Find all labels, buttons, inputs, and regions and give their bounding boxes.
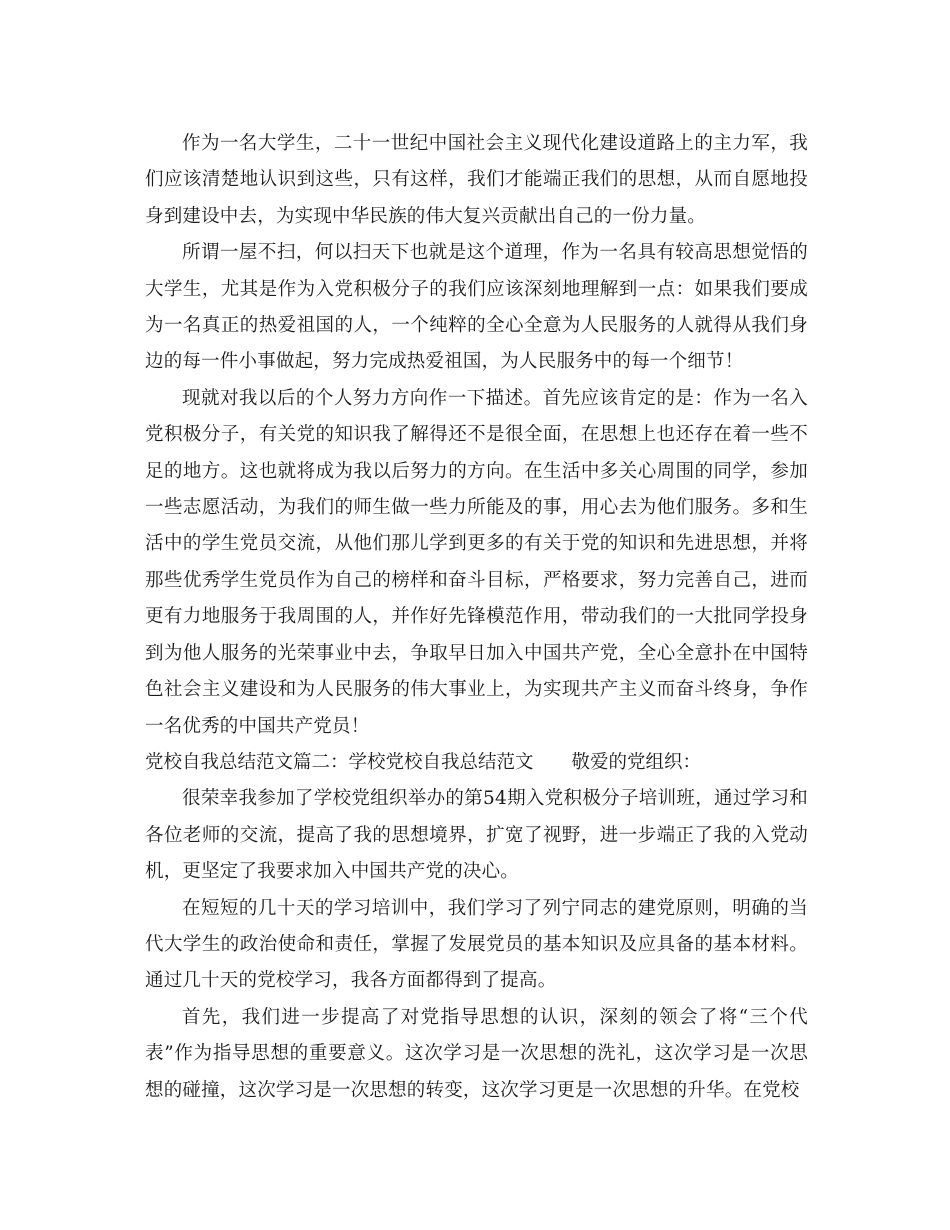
salutation: 敬爱的党组织： bbox=[571, 751, 702, 773]
body-paragraph-1: 作为一名大学生，二十一世纪中国社会主义现代化建设道路上的主力军，我们应该清楚地认识到这些，只有这样，我们才能端正我们的思想，从而自愿地投身到建设中去，为实现中华民族的伟大复兴贡献出自己的一份力量。 bbox=[145, 133, 808, 227]
body-paragraph-4: 很荣幸我参加了学校党组织举办的第54期入党积极分子培训班，通过学习和各位老师的交流，提高了我的思想境界，扩宽了视野，进一步端正了我的入党动机，更坚定了我要求加入中国共产党的决心。 bbox=[145, 788, 808, 883]
body-paragraph-2: 所谓一屋不扫，何以扫天下也就是这个道理，作为一名具有较高思想觉悟的大学生，尤其是作为入党积极分子的我们应该深刻地理解到一点：如果我们要成为一名真正的热爱祖国的人，一个纯粹的全心全意为人民服务的人就得从我们身边的每一件小事做起，努力完成热爱祖国，为人民服务中的每一个细节！ bbox=[145, 242, 808, 373]
section-title: 党校自我总结范文篇二：学校党校自我总结范文 bbox=[145, 751, 534, 773]
section-heading-line bbox=[145, 745, 808, 781]
body-paragraph-3: 现就对我以后的个人努力方向作一下描述。首先应该肯定的是：作为一名入党积极分子，有关党的知识我了解得还不是很全面，在思想上也还存在着一些不足的地方。这也就将成为我以后努力的方向。在生活中多关心周围的同学，参加一些志愿活动，为我们的师生做一些力所能及的事，用心去为他们服务。多和生活中的学生党员交流，从他们那儿学到更多的有关于党的知识和先进思想，并将那些优秀学生党员作为自己的榜样和奋斗目标，严格要求，努力完善自己，进而更有力地服务于我周围的人，并作好先锋模范作用，带动我们的一大批同学投身到为他人服务的光荣事业中去，争取早日加入中国共产党，全心全意扑在中国特色社会主义建设和为人民服务的伟大事业上，为实现共产主义而奋斗终身，争作一名优秀的中国共产党员！ bbox=[145, 387, 808, 737]
body-paragraph-5: 在短短的几十天的学习培训中，我们学习了列宁同志的建党原则，明确的当代大学生的政治使命和责任，掌握了发展党员的基本知识及应具备的基本材料。通过几十天的党校学习，我各方面都得到了提高。 bbox=[145, 897, 808, 992]
document-page bbox=[145, 126, 808, 1109]
body-paragraph-6: 首先，我们进一步提高了对党指导思想的认识，深刻的领会了将“三个代表”作为指导思想的重要意义。这次学习是一次思想的洗礼，这次学习是一次思想的碰撞，这次学习是一次思想的转变，这次学习更是一次思想的升华。在党校 bbox=[145, 1006, 808, 1101]
